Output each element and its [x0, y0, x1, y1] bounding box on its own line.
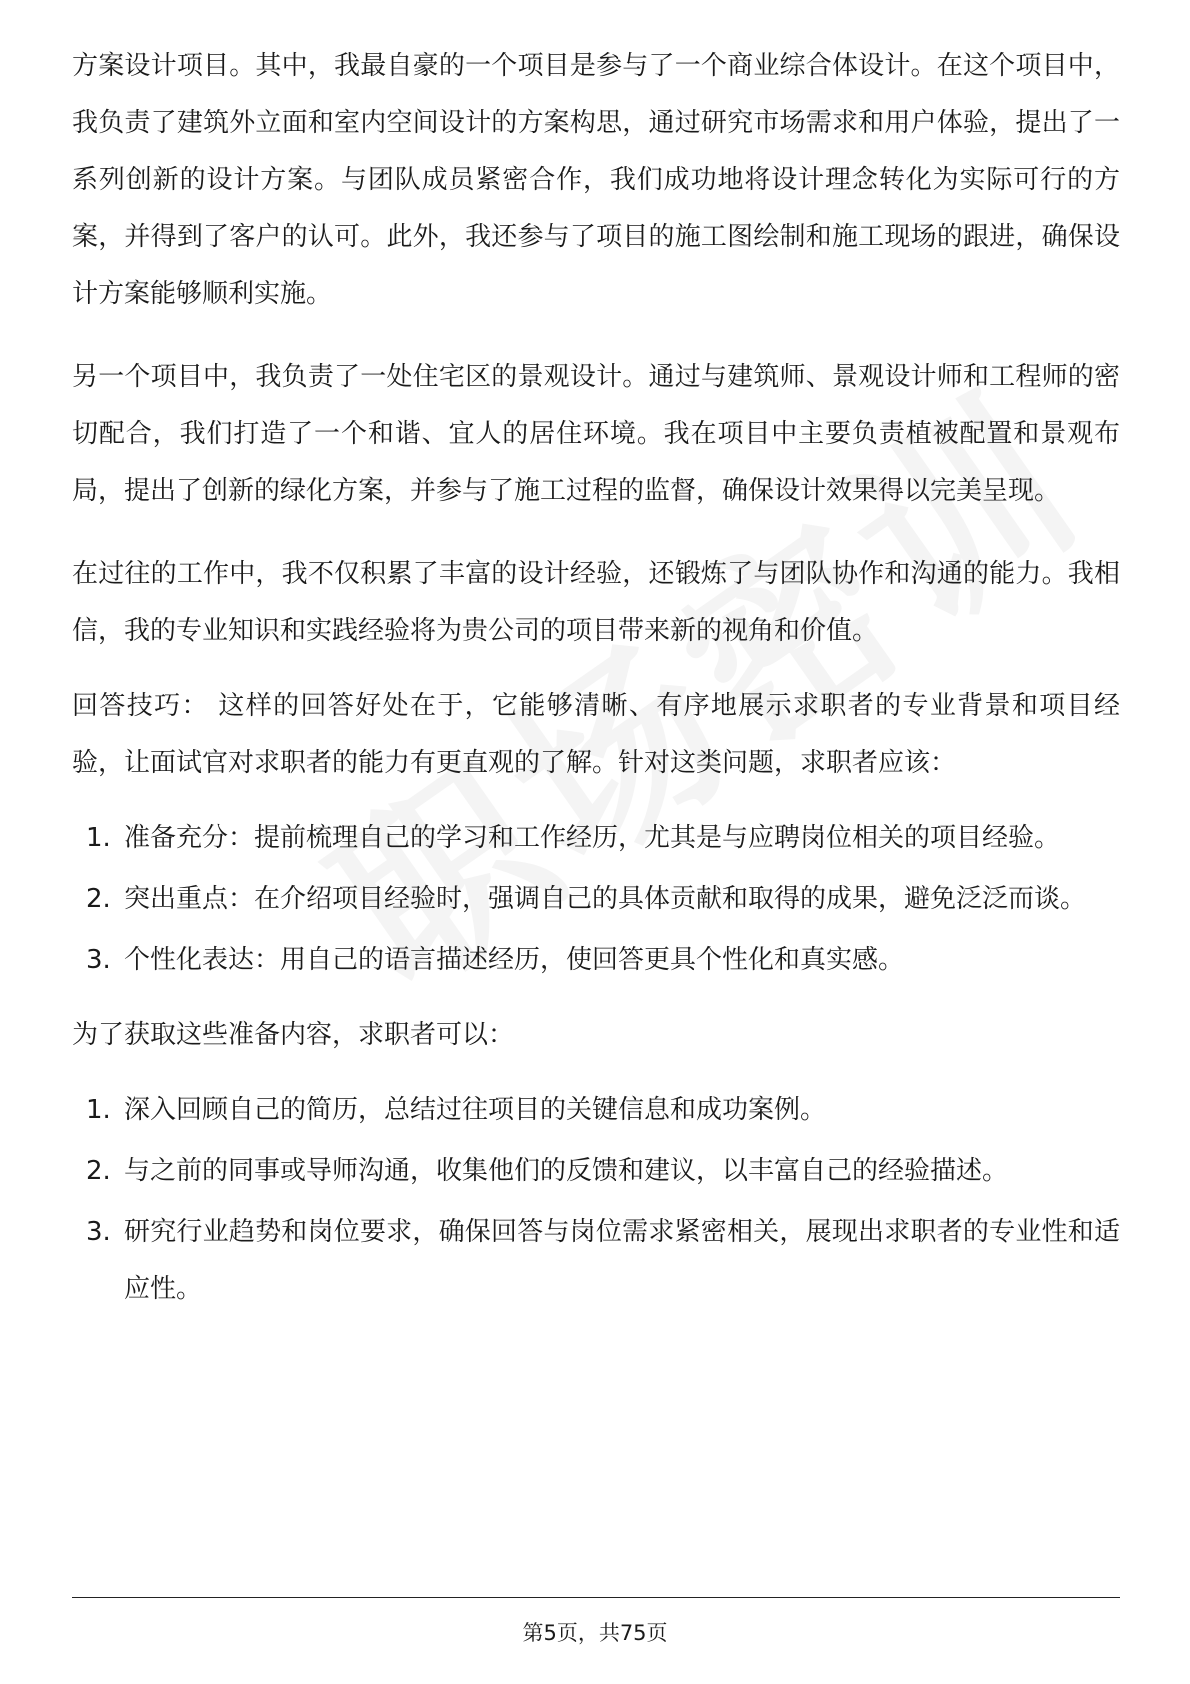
paragraph-answer-tips: 回答技巧： 这样的回答好处在于，它能够清晰、有序地展示求职者的专业背景和项目经验，让面试官对求职者的能力有更直观的了解。针对这类问题，求职者应该： [72, 691, 1120, 778]
list-text: 准备充分：提前梳理自己的学习和工作经历，尤其是与应聘岗位相关的项目经验。 [124, 823, 1061, 853]
list-text: 突出重点：在介绍项目经验时，强调自己的具体贡献和取得的成果，避免泛泛而谈。 [124, 884, 1087, 914]
list-item [72, 1082, 1120, 1139]
list-text: 与之前的同事或导师沟通，收集他们的反馈和建议，以丰富自己的经验描述。 [124, 1156, 1009, 1186]
list-item [72, 871, 1120, 928]
list-text: 深入回顾自己的简历，总结过往项目的关键信息和成功案例。 [124, 1095, 827, 1125]
list-text: 研究行业趋势和岗位要求，确保回答与岗位需求紧密相关，展现出求职者的专业性和适应性。 [124, 1217, 1120, 1304]
footer-divider [72, 1597, 1120, 1598]
paragraph-prep-intro: 为了获取这些准备内容，求职者可以： [72, 1020, 515, 1050]
paragraph-project-residential: 另一个项目中，我负责了一处住宅区的景观设计。通过与建筑师、景观设计师和工程师的密切配合，我们打造了一个和谐、宜人的居住环境。我在项目中主要负责植被配置和景观布局，提出了创新的绿化方案，并参与了施工过程的监督，确保设计效果得以完美呈现。 [72, 362, 1120, 506]
list-item [72, 1143, 1120, 1200]
list-number: 3. [86, 1217, 111, 1247]
tips-list [72, 810, 1120, 989]
document-body [72, 38, 1120, 1318]
list-number: 1. [86, 1095, 111, 1125]
list-number: 2. [86, 884, 111, 914]
list-number: 1. [86, 823, 111, 853]
list-text: 个性化表达：用自己的语言描述经历，使回答更具个性化和真实感。 [124, 945, 905, 975]
page-number: 第5页，共75页 [522, 1621, 668, 1645]
list-item [72, 810, 1120, 867]
prep-list [72, 1082, 1120, 1318]
list-item [72, 932, 1120, 989]
list-number: 3. [86, 945, 111, 975]
paragraph-project-commercial: 方案设计项目。其中，我最自豪的一个项目是参与了一个商业综合体设计。在这个项目中，我负责了建筑外立面和室内空间设计的方案构思，通过研究市场需求和用户体验，提出了一系列创新的设计方案。与团队成员紧密合作，我们成功地将设计理念转化为实际可行的方案，并得到了客户的认可。此外，我还参与了项目的施工图绘制和施工现场的跟进，确保设计方案能够顺利实施。 [72, 51, 1120, 309]
paragraph-summary: 在过往的工作中，我不仅积累了丰富的设计经验，还锻炼了与团队协作和沟通的能力。我相信，我的专业知识和实践经验将为贵公司的项目带来新的视角和价值。 [72, 559, 1120, 646]
list-number: 2. [86, 1156, 111, 1186]
list-item [72, 1204, 1120, 1318]
